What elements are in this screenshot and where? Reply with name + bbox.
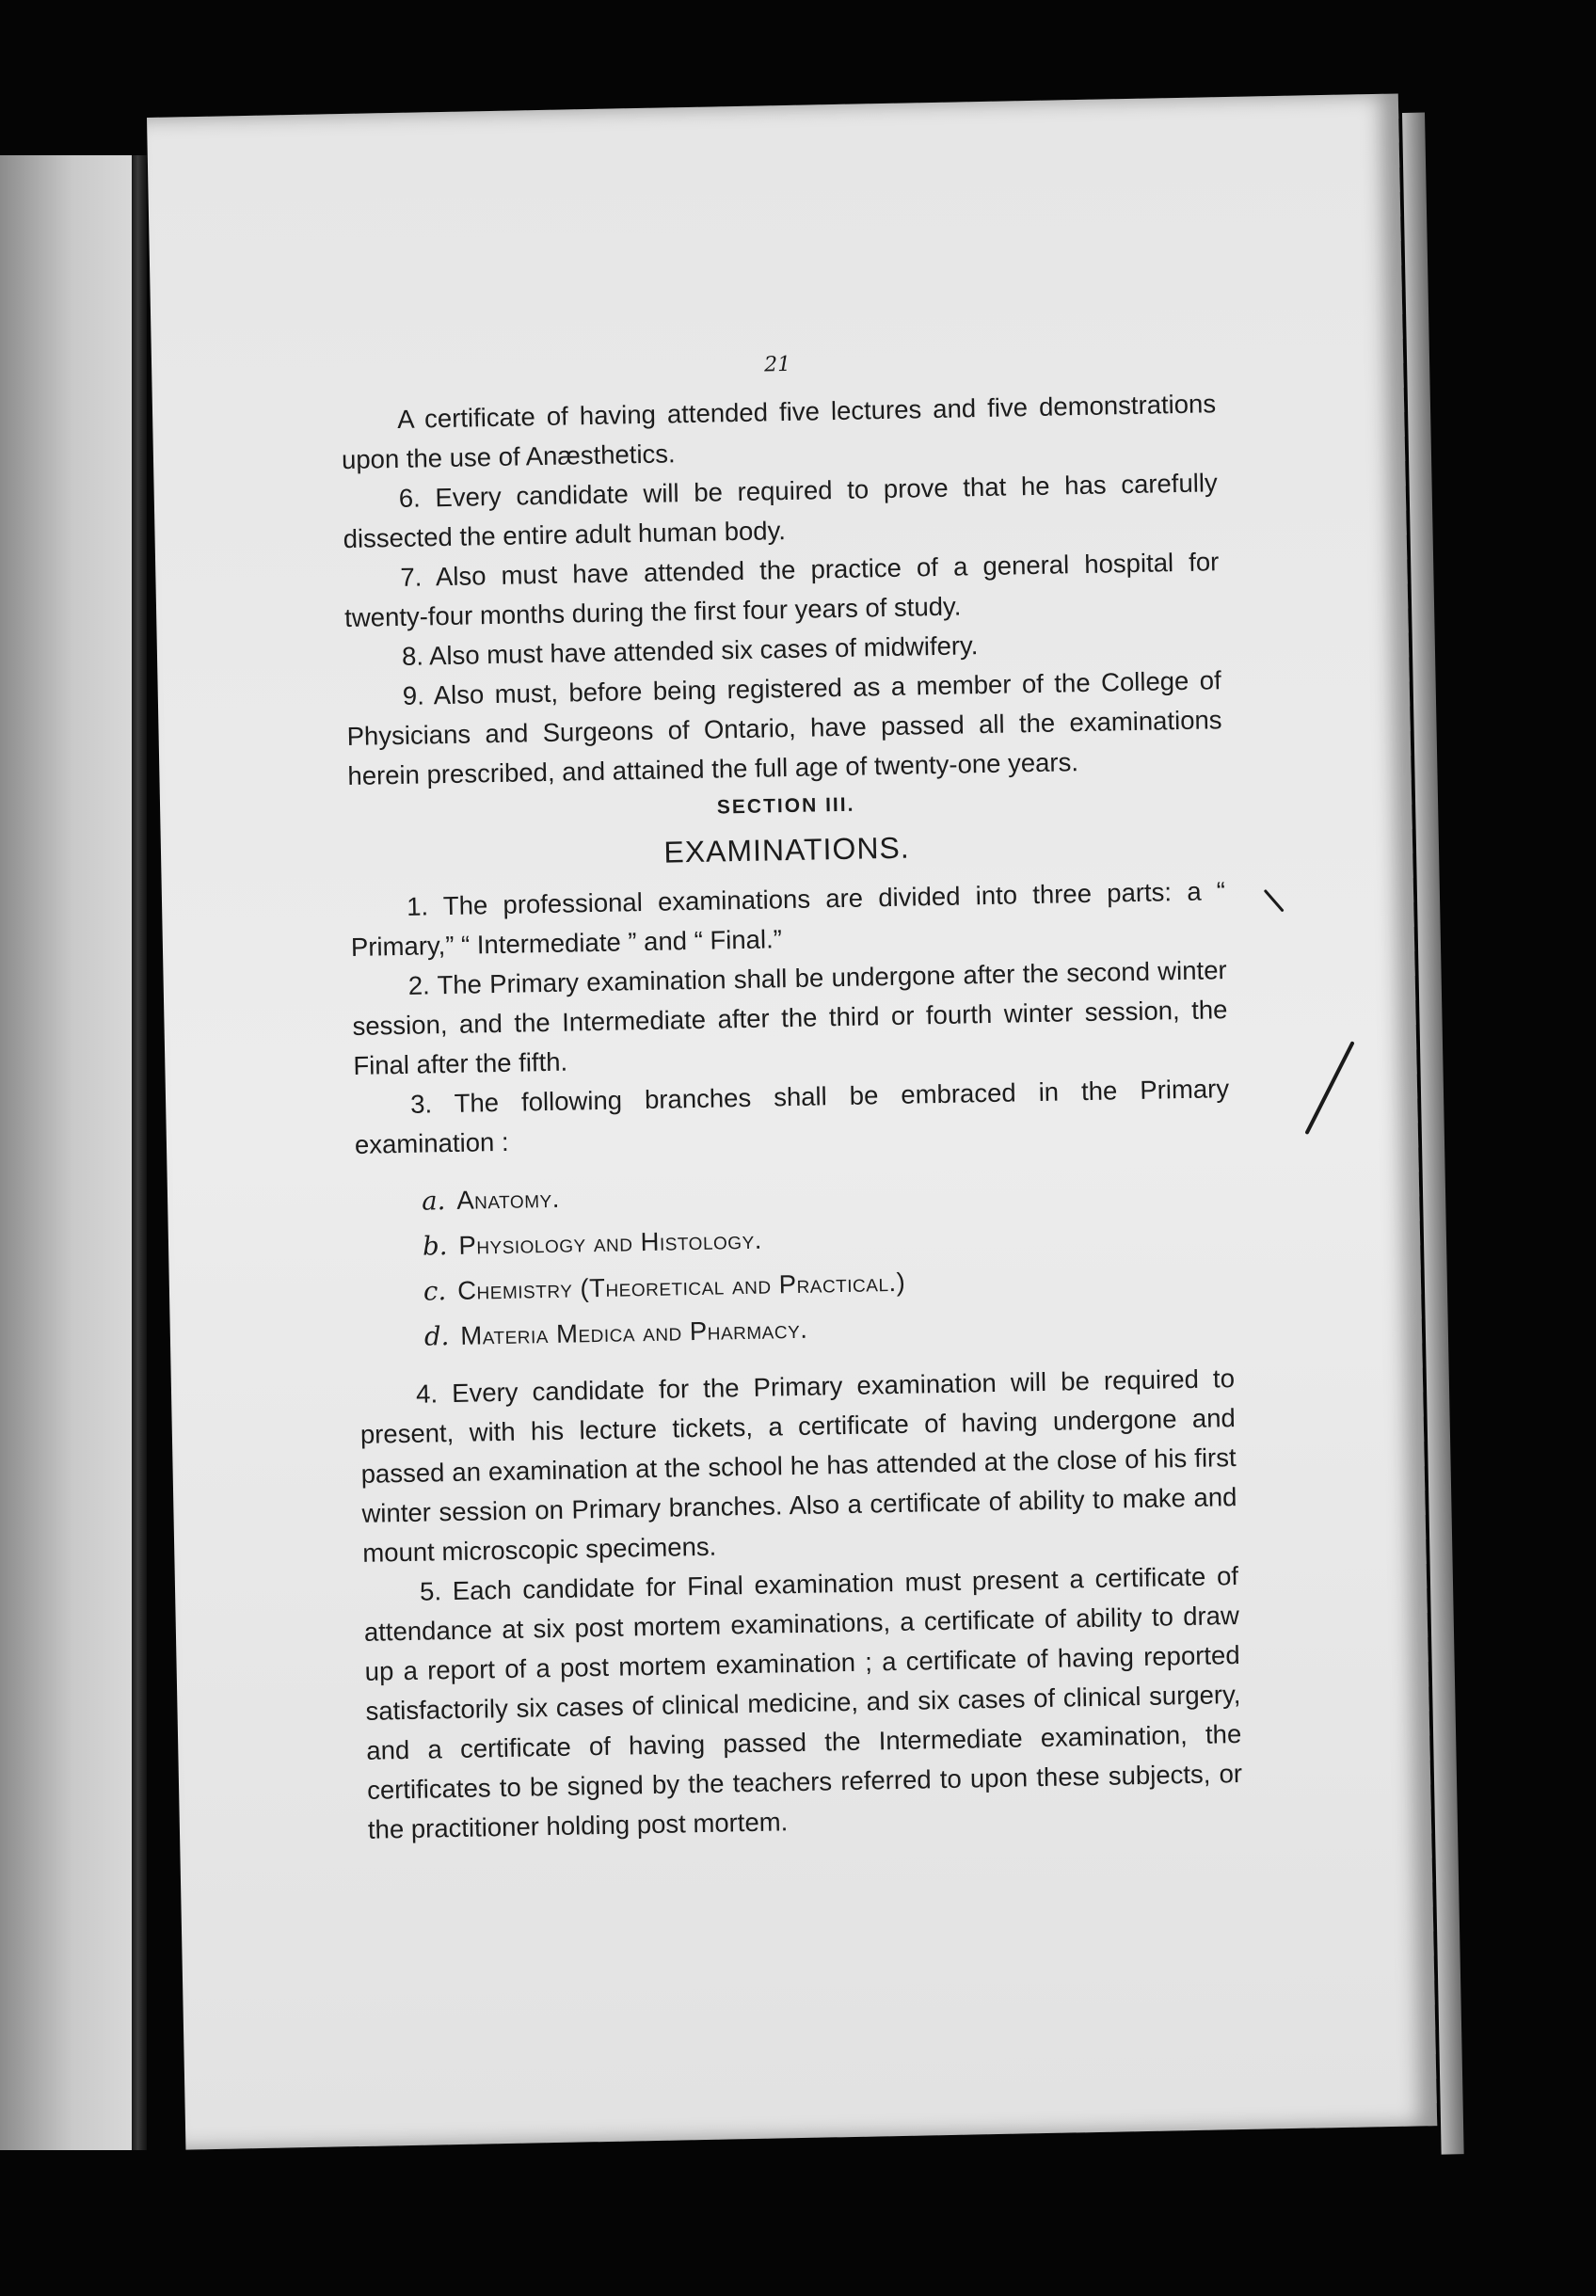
exam-paragraph-1: 1. The professional examinations are divided into three parts: a “ Primary,” “ Intermediate ” and “ Final.” — [350, 876, 1226, 962]
section-heading: SECTION III. — [716, 793, 855, 819]
page-number: 21 — [763, 352, 791, 377]
subject-name: Materia Medica and Pharmacy. — [459, 1314, 808, 1350]
paragraph-7: 7. Also must have attended the practice of a general hospital for twenty-four months during the first four years of study. — [343, 547, 1220, 633]
facing-page — [0, 155, 132, 2150]
exam-paragraph-4: 4. Every candidate for the Primary examination will be required to present, with his lecture tickets, a certificate of having undergone and passed an examination at the school he has attended at the close of his first winter session on Primary branches. Also a certificate of ability to make and mount microscopic specimens. — [359, 1363, 1237, 1568]
exam-paragraph-2: 2. The Primary examination shall be undergone after the second winter session, and the Intermediate after the third or fourth winter session, the Final after the fifth. — [352, 955, 1228, 1080]
paragraph-8: 8. Also must have attended six cases of midwifery. — [401, 630, 979, 671]
paragraph-9: 9. Also must, before being registered as a member of the College of Physicians and Surgeons of Ontario, have passed all the examinations herein prescribed, and attained the full age of twenty-one years. — [346, 665, 1222, 791]
subject-letter: a. — [421, 1186, 446, 1217]
document-page — [147, 93, 1437, 2149]
subject-letter: d. — [423, 1321, 450, 1352]
subject-name: Physiology and Histology. — [458, 1224, 763, 1260]
exam-paragraph-3: 3. The following branches shall be embraced in the Primary examination : — [354, 1074, 1230, 1159]
book-gutter — [132, 155, 147, 2150]
exam-paragraph-5: 5. Each candidate for Final examination must present a certificate of attendance at six post mortem examinations, a certificate of ability to draw up a report of a post mortem examination ; a certificate of having reported satisfactorily six cases of clinical medicine, and six cases of clinical surgery, and a certificate of having passed the Intermediate examination, the certificates to be signed by the teachers referred to upon these subjects, or the practitioner holding post mortem. — [363, 1561, 1243, 1844]
subject-letter: c. — [423, 1276, 447, 1307]
pencil-mark — [1264, 889, 1285, 913]
page-content — [340, 337, 1243, 1850]
subject-name: Anatomy. — [455, 1183, 561, 1215]
subject-list — [422, 1163, 1235, 1359]
section-title: EXAMINATIONS. — [663, 830, 911, 869]
subject-name: Chemistry (Theoretical and Practical.) — [456, 1267, 906, 1305]
subject-letter: b. — [422, 1231, 448, 1262]
pencil-mark — [1304, 1041, 1354, 1135]
paragraph-anaesthetics: A certificate of having attended five lectures and five demonstrations upon the use of Anæsthetics. — [341, 389, 1217, 475]
paragraph-6: 6. Every candidate will be required to prove that he has carefully dissected the entire adult human body. — [343, 468, 1218, 554]
